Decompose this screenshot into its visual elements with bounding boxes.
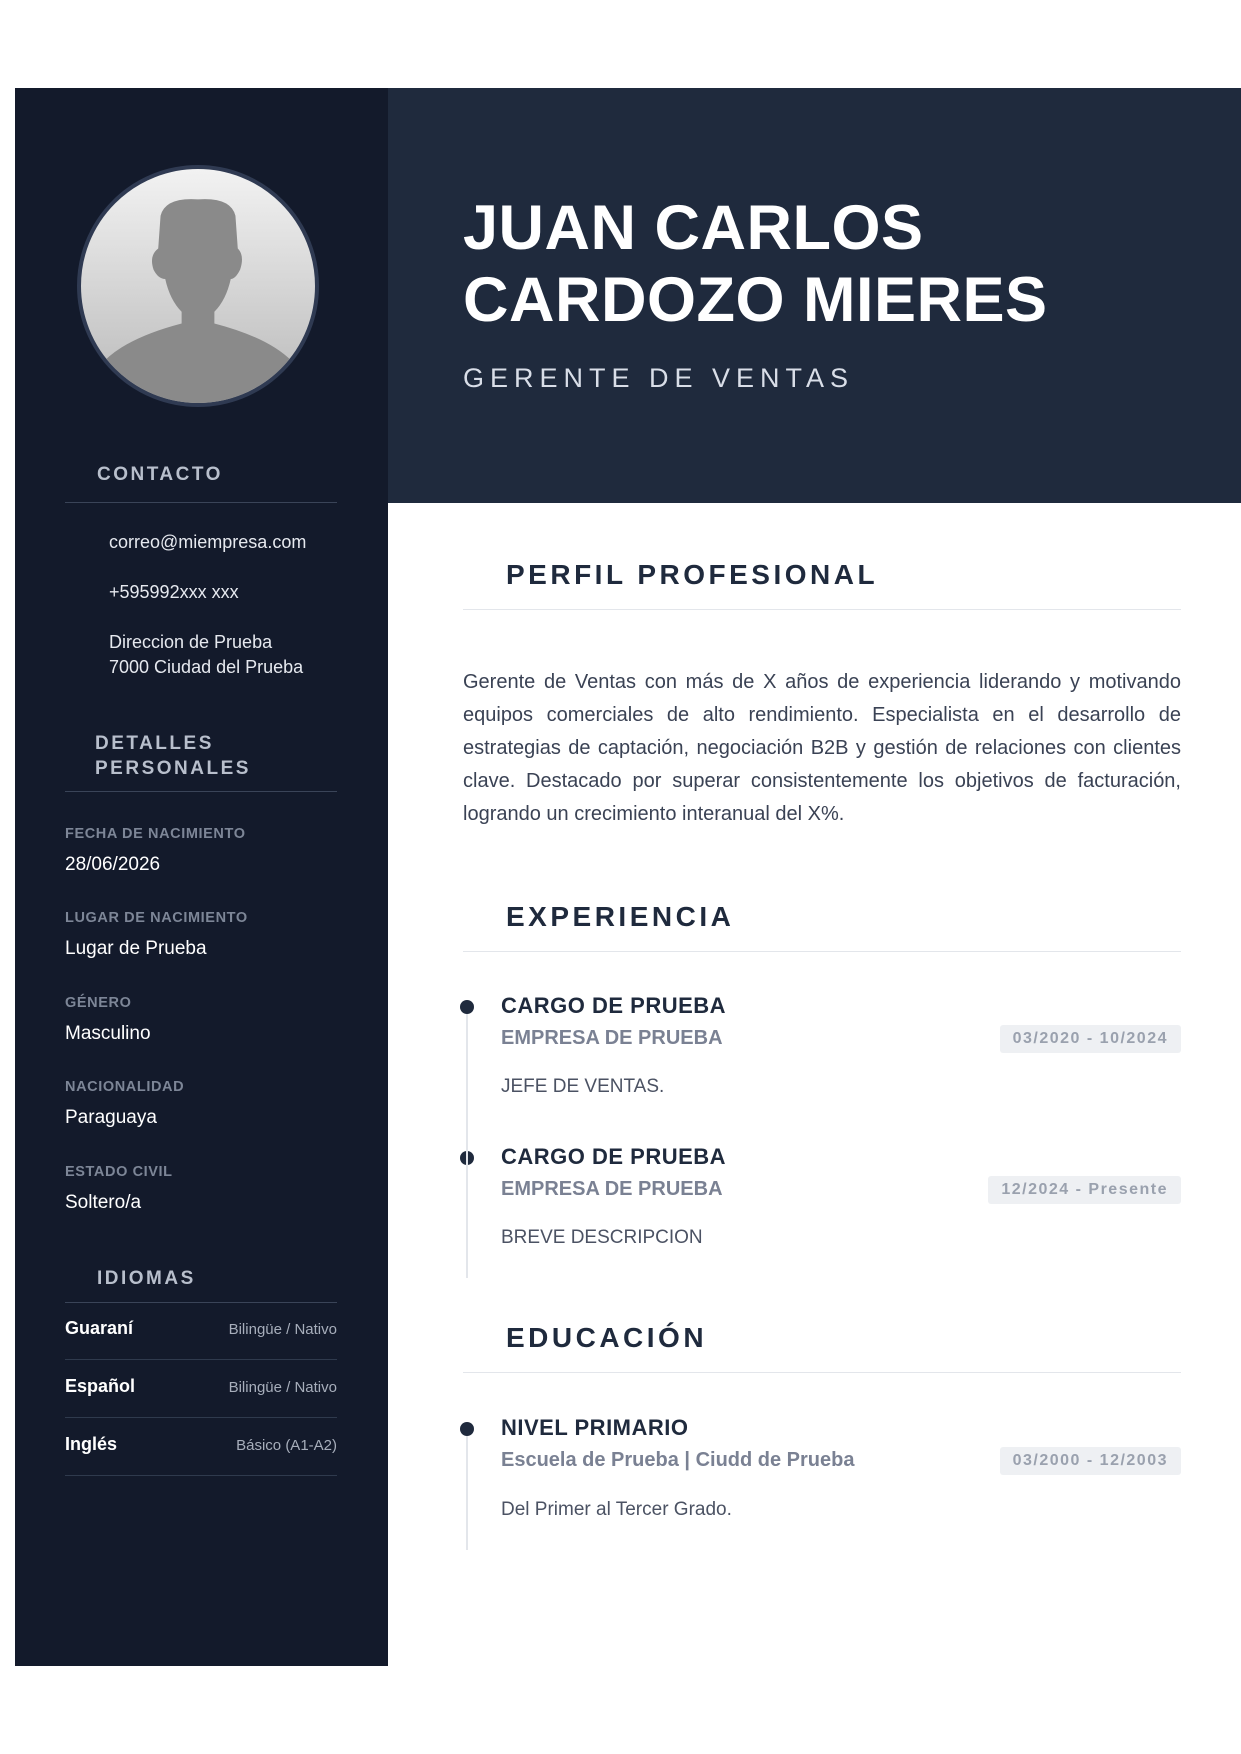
contact-address-line2: 7000 Ciudad del Prueba (109, 657, 304, 677)
languages-title: IDIOMAS (97, 1268, 196, 1289)
birthdate-value: 28/06/2026 (65, 854, 161, 875)
nationality-label: NACIONALIDAD (65, 1079, 185, 1095)
nationality-value: Paraguaya (65, 1107, 157, 1128)
language-row (65, 1419, 337, 1476)
person-silhouette-icon (81, 169, 315, 403)
sidebar (15, 88, 388, 1666)
birthdate-label: FECHA DE NACIMIENTO (65, 826, 246, 842)
timeline-dot (460, 1422, 474, 1436)
language-name: Guaraní (65, 1318, 134, 1338)
experience-item-company: EMPRESA DE PRUEBA (501, 1178, 723, 1200)
avatar (77, 165, 319, 407)
details-divider (65, 791, 337, 792)
language-row (65, 1361, 337, 1418)
gender-label: GÉNERO (65, 995, 132, 1011)
education-item-school: Escuela de Prueba | Ciudd de Prueba (501, 1449, 855, 1471)
profile-title: PERFIL PROFESIONAL (506, 559, 879, 590)
experience-divider (463, 951, 1181, 952)
experience-item-company: EMPRESA DE PRUEBA (501, 1027, 723, 1049)
education-timeline (466, 1422, 468, 1550)
birthplace-label: LUGAR DE NACIMIENTO (65, 910, 248, 926)
contact-title: CONTACTO (97, 464, 223, 485)
profile-text: Gerente de Ventas con más de X años de experiencia liderando y motivando equipos comerciales de alto rendimiento. Especialista en el desarrollo de estrategias de captación, negociación B2B y gestión de relaciones con clientes clave. Destacado por superar consistentemente los objetivos de facturación, logrando un crecimiento interanual del X%. (463, 671, 1181, 825)
timeline-dot (460, 1000, 474, 1014)
experience-title: EXPERIENCIA (506, 901, 735, 932)
education-item-title: NIVEL PRIMARIO (501, 1415, 689, 1440)
experience-item-dates: 03/2020 - 10/2024 (1000, 1025, 1181, 1053)
language-level: Bilingüe / Nativo (228, 1321, 337, 1338)
language-level: Básico (A1-A2) (236, 1437, 337, 1454)
civil-status-value: Soltero/a (65, 1192, 142, 1213)
civil-status-label: ESTADO CIVIL (65, 1164, 173, 1180)
details-title-line1: DETALLES (95, 733, 214, 754)
contact-divider (65, 502, 337, 503)
education-item-description: Del Primer al Tercer Grado. (501, 1499, 732, 1520)
experience-timeline (466, 1151, 468, 1278)
contact-address-line1: Direccion de Prueba (109, 632, 273, 652)
job-title: GERENTE DE VENTAS (463, 363, 855, 393)
experience-item-dates: 12/2024 - Presente (988, 1176, 1181, 1204)
experience-item-description: JEFE DE VENTAS. (501, 1076, 665, 1097)
experience-item-description: BREVE DESCRIPCION (501, 1227, 703, 1248)
name-line1: JUAN CARLOS (463, 193, 924, 263)
gender-value: Masculino (65, 1023, 151, 1044)
profile-divider (463, 609, 1181, 610)
birthplace-value: Lugar de Prueba (65, 938, 207, 959)
language-name: Español (65, 1376, 136, 1396)
experience-item-title: CARGO DE PRUEBA (501, 993, 727, 1018)
experience-item-title: CARGO DE PRUEBA (501, 1144, 727, 1169)
details-title-line2: PERSONALES (95, 758, 251, 779)
language-row (65, 1303, 337, 1360)
contact-phone[interactable]: +595992xxx xxx (109, 582, 239, 602)
language-level: Bilingüe / Nativo (228, 1379, 337, 1396)
main-sections (388, 88, 1241, 1666)
language-name: Inglés (65, 1434, 118, 1454)
education-divider (463, 1372, 1181, 1373)
resume-page (15, 88, 1241, 1666)
education-item-dates: 03/2000 - 12/2003 (1000, 1447, 1181, 1475)
name-line2: CARDOZO MIERES (463, 265, 1048, 335)
contact-email[interactable]: correo@miempresa.com (109, 532, 307, 552)
education-title: EDUCACIÓN (506, 1322, 708, 1353)
